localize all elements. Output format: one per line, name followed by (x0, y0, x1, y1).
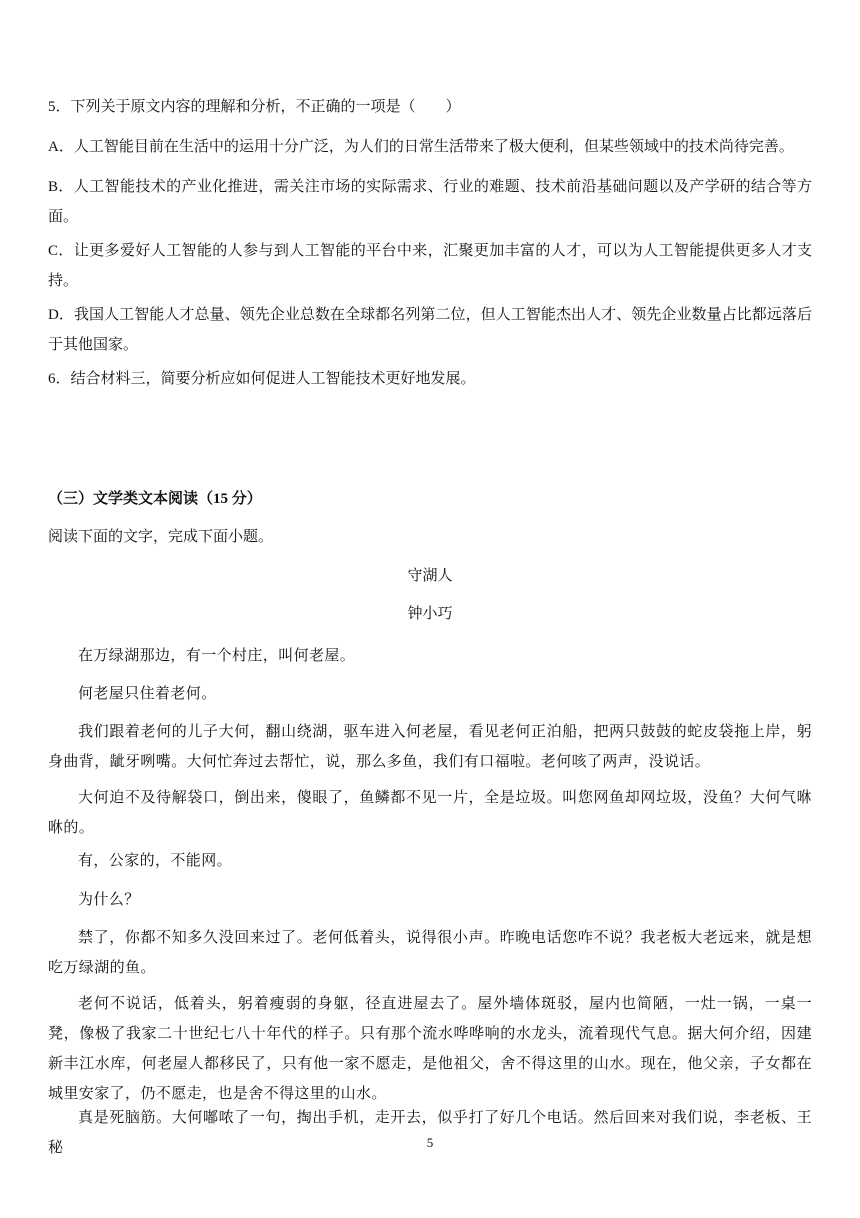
question-5-option-a: A．人工智能目前在生活中的运用十分广泛，为人们的日常生活带来了极大便利，但某些领域中的技术尚待完善。 (48, 139, 794, 155)
story-paragraph: 老何不说话，低着头，躬着瘦弱的身躯，径直进屋去了。屋外墙体斑驳，屋内也简陋，一灶一锅，一桌一凳，像极了我家二十世纪七八十年代的样子。只有那个流水哗哗响的水龙头，流着现代气息。据大何介绍，因建新丰江水库，何老屋人都移民了，只有他一家不愿走，是他祖父，舍不得这里的山水。现在，他父亲，子女都在城里安家了，仍不愿走，也是舍不得这里的山水。 (48, 994, 812, 1102)
story-title: 守湖人 (407, 566, 453, 584)
story-paragraph: 在万绿湖那边，有一个村庄，叫何老屋。 (78, 646, 356, 664)
story-paragraph: 何老屋只住着老何。 (78, 684, 217, 702)
section-instruction: 阅读下面的文字，完成下面小题。 (48, 529, 274, 545)
story-paragraph: 为什么？ (78, 890, 140, 908)
story-paragraph: 大何迫不及待解袋口，倒出来，傻眼了，鱼鳞都不见一片，全是垃圾。叫您网鱼却网垃圾，没鱼？大何气咻咻的。 (48, 788, 812, 836)
story-paragraph: 真是死脑筋。大何嘟哝了一句，掏出手机，走开去，似乎打了好几个电话。然后回来对我们说，李老板、王秘 (48, 1108, 812, 1156)
story-paragraph: 我们跟着老何的儿子大何，翻山绕湖，驱车进入何老屋，看见老何正泊船，把两只鼓鼓的蛇皮袋拖上岸，躬身曲背，龇牙咧嘴。大何忙奔过去帮忙，说，那么多鱼，我们有口福啦。老何咳了两声，没说话。 (48, 722, 812, 770)
story-paragraph: 有，公家的，不能网。 (78, 851, 233, 869)
story-paragraph: 禁了，你都不知多久没回来过了。老何低着头，说得很小声。昨晚电话您咋不说？我老板大老远来，就是想吃万绿湖的鱼。 (48, 928, 812, 976)
question-6-stem: 6．结合材料三，简要分析应如何促进人工智能技术更好地发展。 (48, 371, 476, 387)
question-5-option-b: B．人工智能技术的产业化推进，需关注市场的实际需求、行业的难题、技术前沿基础问题以及产学研的结合等方面。 (48, 179, 812, 225)
section-heading: （三）文学类文本阅读（15 分） (48, 491, 262, 507)
question-5-option-d: D．我国人工智能人才总量、领先企业总数在全球都名列第二位，但人工智能杰出人才、领先企业数量占比都远落后于其他国家。 (48, 307, 812, 353)
question-5-option-c: C．让更多爱好人工智能的人参与到人工智能的平台中来，汇聚更加丰富的人才，可以为人工智能提供更多人才支持。 (48, 243, 812, 289)
question-5-stem: 5．下列关于原文内容的理解和分析，不正确的一项是（ ） (48, 99, 461, 115)
story-author: 钟小巧 (407, 604, 453, 622)
page-number: 5 (426, 1135, 434, 1150)
